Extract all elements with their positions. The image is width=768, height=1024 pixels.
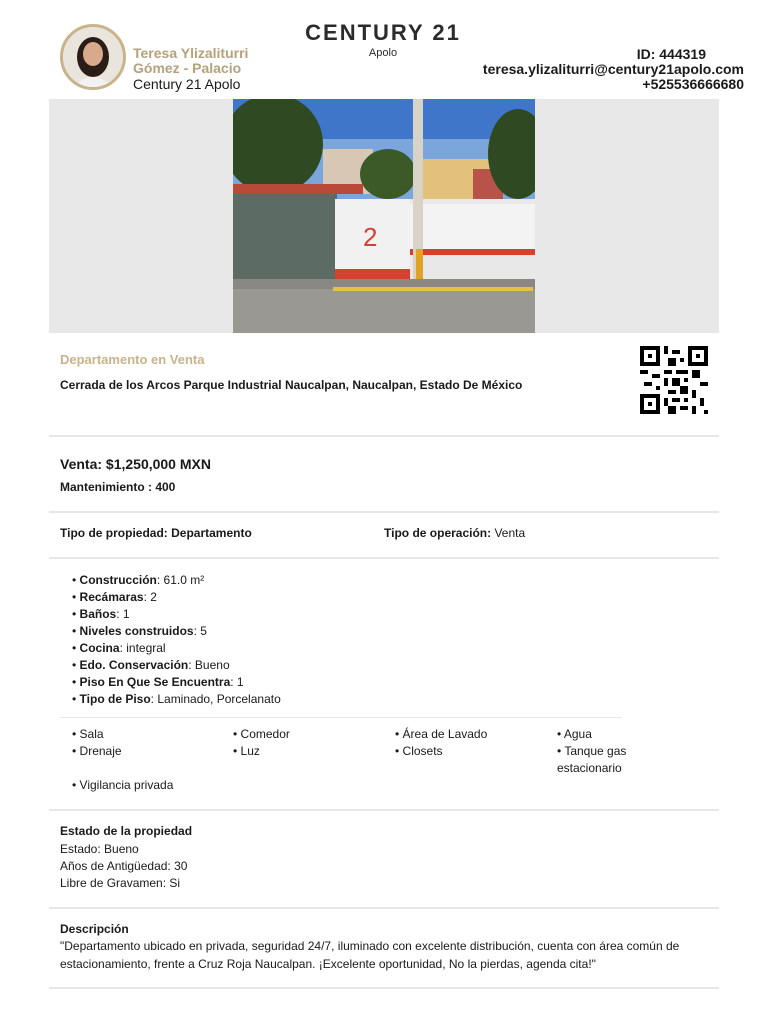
state-estado: Estado: Bueno xyxy=(60,842,139,856)
amenity-item: • Vigilancia privada xyxy=(72,778,174,792)
feature-item: • Tipo de Piso: Laminado, Porcelanato xyxy=(72,692,281,706)
state-gravamen: Libre de Gravamen: Si xyxy=(60,876,181,890)
agent-name-line2: Gómez - Palacio xyxy=(133,60,242,76)
amenity-item: • Closets xyxy=(395,744,443,758)
property-title: Departamento en Venta xyxy=(60,352,205,367)
feature-item: • Edo. Conservación: Bueno xyxy=(72,658,230,672)
property-photo xyxy=(233,99,535,333)
divider xyxy=(49,809,719,811)
features-list xyxy=(72,572,281,708)
amenity-item: • Luz xyxy=(233,744,260,758)
feature-item: • Baños: 1 xyxy=(72,607,130,621)
divider xyxy=(49,511,719,513)
amenity-item: • Agua xyxy=(557,727,592,741)
amenity-item: • Comedor xyxy=(233,727,290,741)
agent-name xyxy=(133,46,248,76)
property-type xyxy=(60,526,252,540)
feature-item: • Piso En Que Se Encuentra: 1 xyxy=(72,675,244,689)
agent-email[interactable]: teresa.ylizaliturri@century21apolo.com xyxy=(482,61,744,77)
operation-type-label: Tipo de operación: xyxy=(384,526,492,540)
agent-phone[interactable]: +525536666680 xyxy=(642,76,744,92)
feature-item: • Niveles construidos: 5 xyxy=(72,624,207,638)
amenity-item: • Sala xyxy=(72,727,104,741)
divider xyxy=(49,907,719,909)
svg-text:2: 2 xyxy=(363,222,378,252)
amenity-item: • Drenaje xyxy=(72,744,122,758)
divider xyxy=(49,435,719,437)
logo-sub: Apolo xyxy=(368,47,398,59)
century21-logo xyxy=(300,20,466,59)
logo-wordmark: CENTURY 21 xyxy=(305,20,461,45)
agent-name-line1: Teresa Ylizaliturri xyxy=(133,45,249,61)
feature-item: • Cocina: integral xyxy=(72,641,166,655)
agent-avatar xyxy=(60,24,126,90)
qr-code-icon[interactable] xyxy=(640,346,708,414)
operation-type xyxy=(384,526,525,540)
contact-block xyxy=(444,47,744,92)
operation-type-value: Venta xyxy=(494,526,526,540)
property-type-label: Tipo de propiedad: xyxy=(60,526,168,540)
amenity-item: • Tanque gas estacionario xyxy=(557,744,627,775)
property-address: Cerrada de los Arcos Parque Industrial Naucalpan, Naucalpan, Estado De México xyxy=(60,378,523,392)
divider xyxy=(49,987,719,989)
state-antiguedad: Años de Antigüedad: 30 xyxy=(60,859,188,873)
amenity-item: • Área de Lavado xyxy=(395,727,488,741)
divider xyxy=(49,557,719,559)
header xyxy=(0,0,768,100)
property-type-value: Departamento xyxy=(171,526,252,540)
maintenance: Mantenimiento : 400 xyxy=(60,480,176,494)
agent-company: Century 21 Apolo xyxy=(133,76,241,92)
feature-item: • Recámaras: 2 xyxy=(72,590,157,604)
property-title-section xyxy=(60,352,522,392)
listing-id: ID: 444319 xyxy=(636,46,706,62)
price: Venta: $1,250,000 MXN xyxy=(60,456,211,472)
description-text: "Departamento ubicado en privada, seguridad 24/7, iluminado con excelente distribución, cuenta con área común de estacionamiento, frente a Cruz Roja Naucalpan. ¡Excelente oportunidad, No la pierdas, agenda cita!" xyxy=(60,939,680,971)
subdivider xyxy=(60,717,622,718)
description-heading: Descripción xyxy=(60,922,129,936)
state-heading: Estado de la propiedad xyxy=(60,824,193,838)
feature-item: • Construcción: 61.0 m² xyxy=(72,573,205,587)
